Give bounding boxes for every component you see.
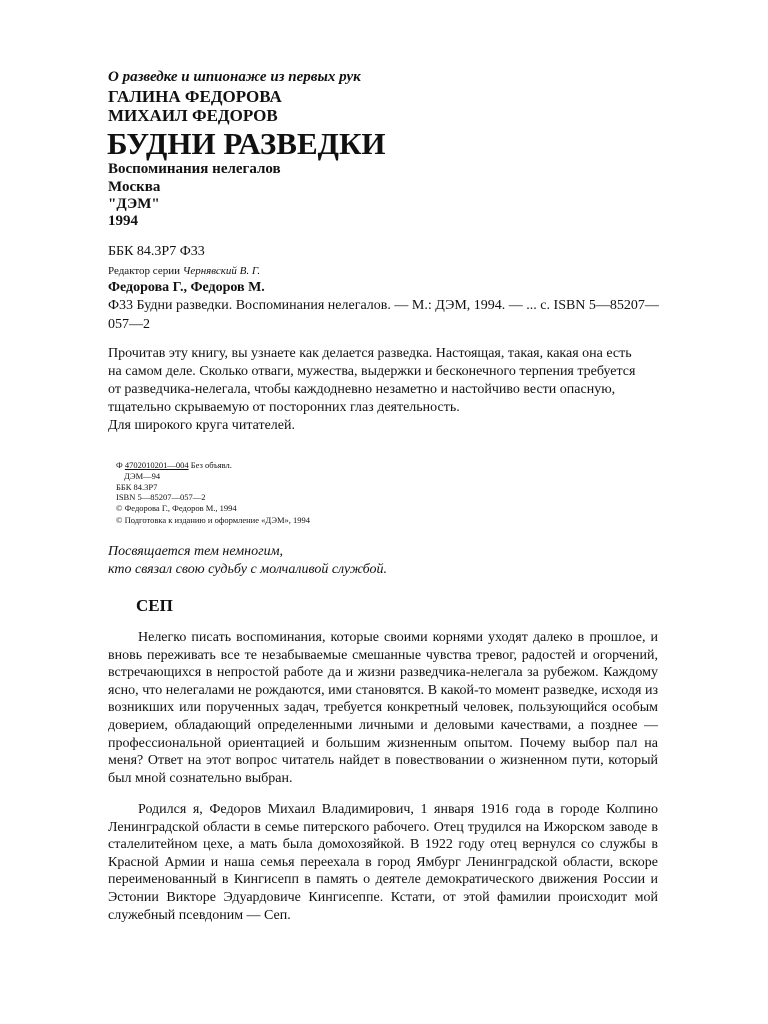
imprint-copyright-publisher: © Подготовка к изданию и оформление «ДЭМ», 1994	[116, 515, 311, 525]
chapter-paragraph-1: Нелегко писать воспоминания, которые своими корнями уходят далеко в прошлое, и вновь переживать все те незабываемые смешанные чувства тревог, радостей и огорчений, встречающихся в непростой работе да и жизни разведчика-нелегала за рубежом. Каждому ясно, что нелегалами не рождаются, ими становятся. В какой-то момент разведке, исходя из возникших или порученных задач, требуется конкретный человек, пользующийся особым доверием, обладающий определенными личными и деловыми качествами, а позднее — профессиональной ориентацией и большим жизненным опытом. Почему выбор пал на меня? Ответ на этот вопрос читатель найдет в повествовании о жизненном пути, который был мной сознательно выбран.	[108, 630, 658, 786]
catalog-authors: Федорова Г., Федоров М.	[108, 280, 265, 295]
editor-label: Редактор серии	[108, 265, 183, 277]
imprint-code-prefix: Ф	[116, 460, 125, 470]
imprint-bbk: ББК 84.3Р7	[116, 482, 158, 492]
annotation-text: Прочитав эту книгу, вы узнаете как делается разведка. Настоящая, такая, какая она есть на самом деле. Сколько отваги, мужества, выдержки и бесконечного терпения требуется от разведчика-нелегала, чтобы каждодневно незаметно и настойчиво вести опасную, тщательно скрываемую от посторонних глаз деятельность.	[108, 346, 636, 415]
series-editor	[108, 265, 260, 277]
author-name-2: МИХАИЛ ФЕДОРОВ	[108, 106, 278, 125]
publication-year: 1994	[108, 213, 138, 229]
imprint-code-suffix: Без объявл.	[188, 460, 232, 470]
chapter-heading: СЕП	[136, 596, 173, 615]
chapter-paragraph-2: Родился я, Федоров Михаил Владимирович, 1 января 1916 года в городе Колпино Ленинградской области в семье питерского рабочего. Отец трудился на Ижорском заводе в сталелитейном цехе, а мать была домохозяйкой. В 1922 году отец вернулся со службы в Красной Армии и наша семья переехала в город Ямбург Ленинградской области, вскоре переименованный в Кингисепп в память о деятеле демократического движения России и Эстонии Викторе Эдуардовиче Кингисеппе. Кстати, от этой фамилии происходит мой служебный псевдоним — Сеп.	[108, 802, 658, 923]
dedication	[108, 543, 608, 579]
imprint-code-line	[116, 460, 232, 471]
author-name-1: ГАЛИНА ФЕДОРОВА	[108, 87, 282, 106]
dedication-line-1: Посвящается тем немногим,	[108, 544, 283, 559]
publication-city: Москва	[108, 179, 161, 195]
book-title: БУДНИ РАЗВЕДКИ	[107, 126, 386, 161]
annotation-audience: Для широкого круга читателей.	[108, 418, 296, 433]
catalog-entry: Ф33 Будни разведки. Воспоминания нелегалов. — М.: ДЭМ, 1994. — ... с. ISBN 5—85207—057—2	[108, 298, 659, 332]
imprint-isbn: ISBN 5—85207—057—2	[116, 492, 206, 502]
dedication-line-2: кто связал свою судьбу с молчаливой службой.	[108, 562, 388, 577]
annotation	[108, 345, 648, 435]
imprint-code: 4702010201—004	[124, 460, 189, 470]
series-title: О разведке и шпионаже из первых рук	[108, 69, 361, 85]
book-subtitle: Воспоминания нелегалов	[108, 161, 281, 177]
bbk-code: ББК 84.3Р7 Ф33	[108, 244, 205, 259]
editor-name: Чернявский В. Г.	[182, 265, 261, 277]
imprint-code-under: ДЭМ—94	[124, 471, 161, 481]
publisher-name: "ДЭМ"	[108, 196, 160, 212]
imprint-copyright-authors: © Федорова Г., Федоров М., 1994	[116, 503, 237, 513]
